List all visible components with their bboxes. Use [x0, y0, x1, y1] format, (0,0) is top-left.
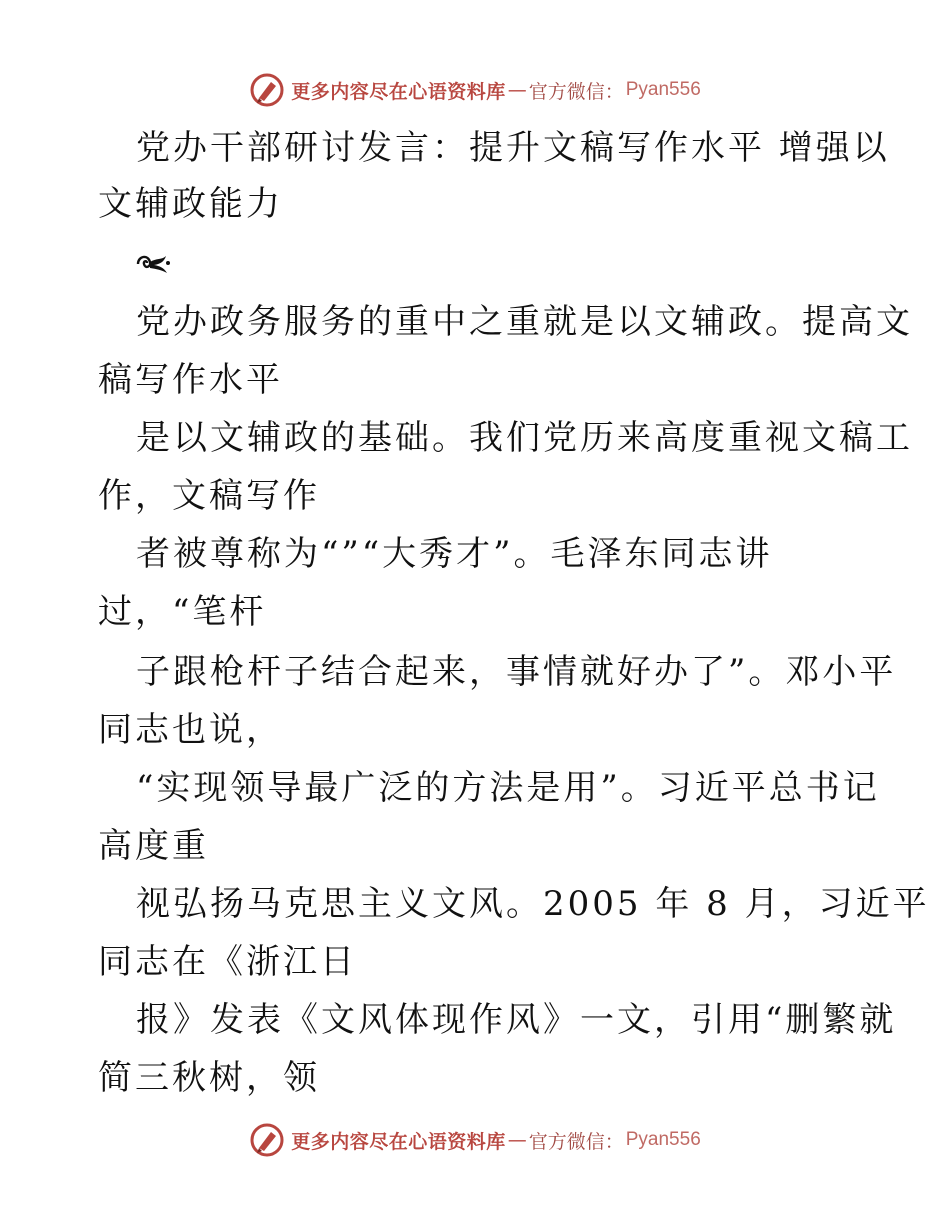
paragraph-line: 者被尊称为“”“大秀才”。毛泽东同志讲: [136, 534, 773, 574]
paragraph-line: 稿写作水平: [98, 360, 283, 400]
paragraph-line: 过，“笔杆: [98, 592, 267, 632]
banner-dash: —: [507, 79, 527, 101]
fleuron-ornament-icon: [134, 248, 174, 278]
paragraph-line: 报》发表《文风体现作风》一文，引用“删繁就: [136, 1000, 897, 1040]
paragraph-line: 视弘扬马克思主义文风。2005 年 8 月，习近平: [136, 884, 930, 924]
paragraph-line: 高度重: [98, 826, 209, 866]
banner-wechat-id: Pyan556: [625, 79, 701, 100]
title-line-1: 党办干部研讨发言：提升文稿写作水平 增强以: [136, 128, 890, 168]
paragraph-line: 简三秋树，领: [98, 1058, 320, 1098]
banner-brand-text: 更多内容尽在心语资料库: [291, 80, 506, 103]
paragraph-line: “实现领导最广泛的方法是用”。习近平总书记: [136, 768, 880, 808]
banner-wechat-id: Pyan556: [625, 1129, 701, 1150]
pen-logo-icon: [249, 1122, 285, 1158]
paragraph-line: 同志在《浙江日: [98, 942, 357, 982]
paragraph-line: 党办政务服务的重中之重就是以文辅政。提高文: [136, 302, 913, 342]
banner-brand-text: 更多内容尽在心语资料库: [291, 1130, 506, 1153]
paragraph-line: 是以文辅政的基础。我们党历来高度重视文稿工: [136, 418, 913, 458]
title-line-2: 文辅政能力: [98, 184, 283, 224]
paragraph-line: 子跟枪杆子结合起来，事情就好办了”。邓小平: [136, 652, 897, 692]
paragraph-line: 作，文稿写作: [98, 476, 320, 516]
banner-wechat-label: 官方微信：: [528, 1130, 624, 1153]
footer-watermark-banner: [0, 1120, 950, 1160]
banner-wechat-label: 官方微信：: [528, 80, 624, 103]
paragraph-line: 同志也说，: [98, 710, 283, 750]
banner-dash: —: [507, 1129, 527, 1151]
